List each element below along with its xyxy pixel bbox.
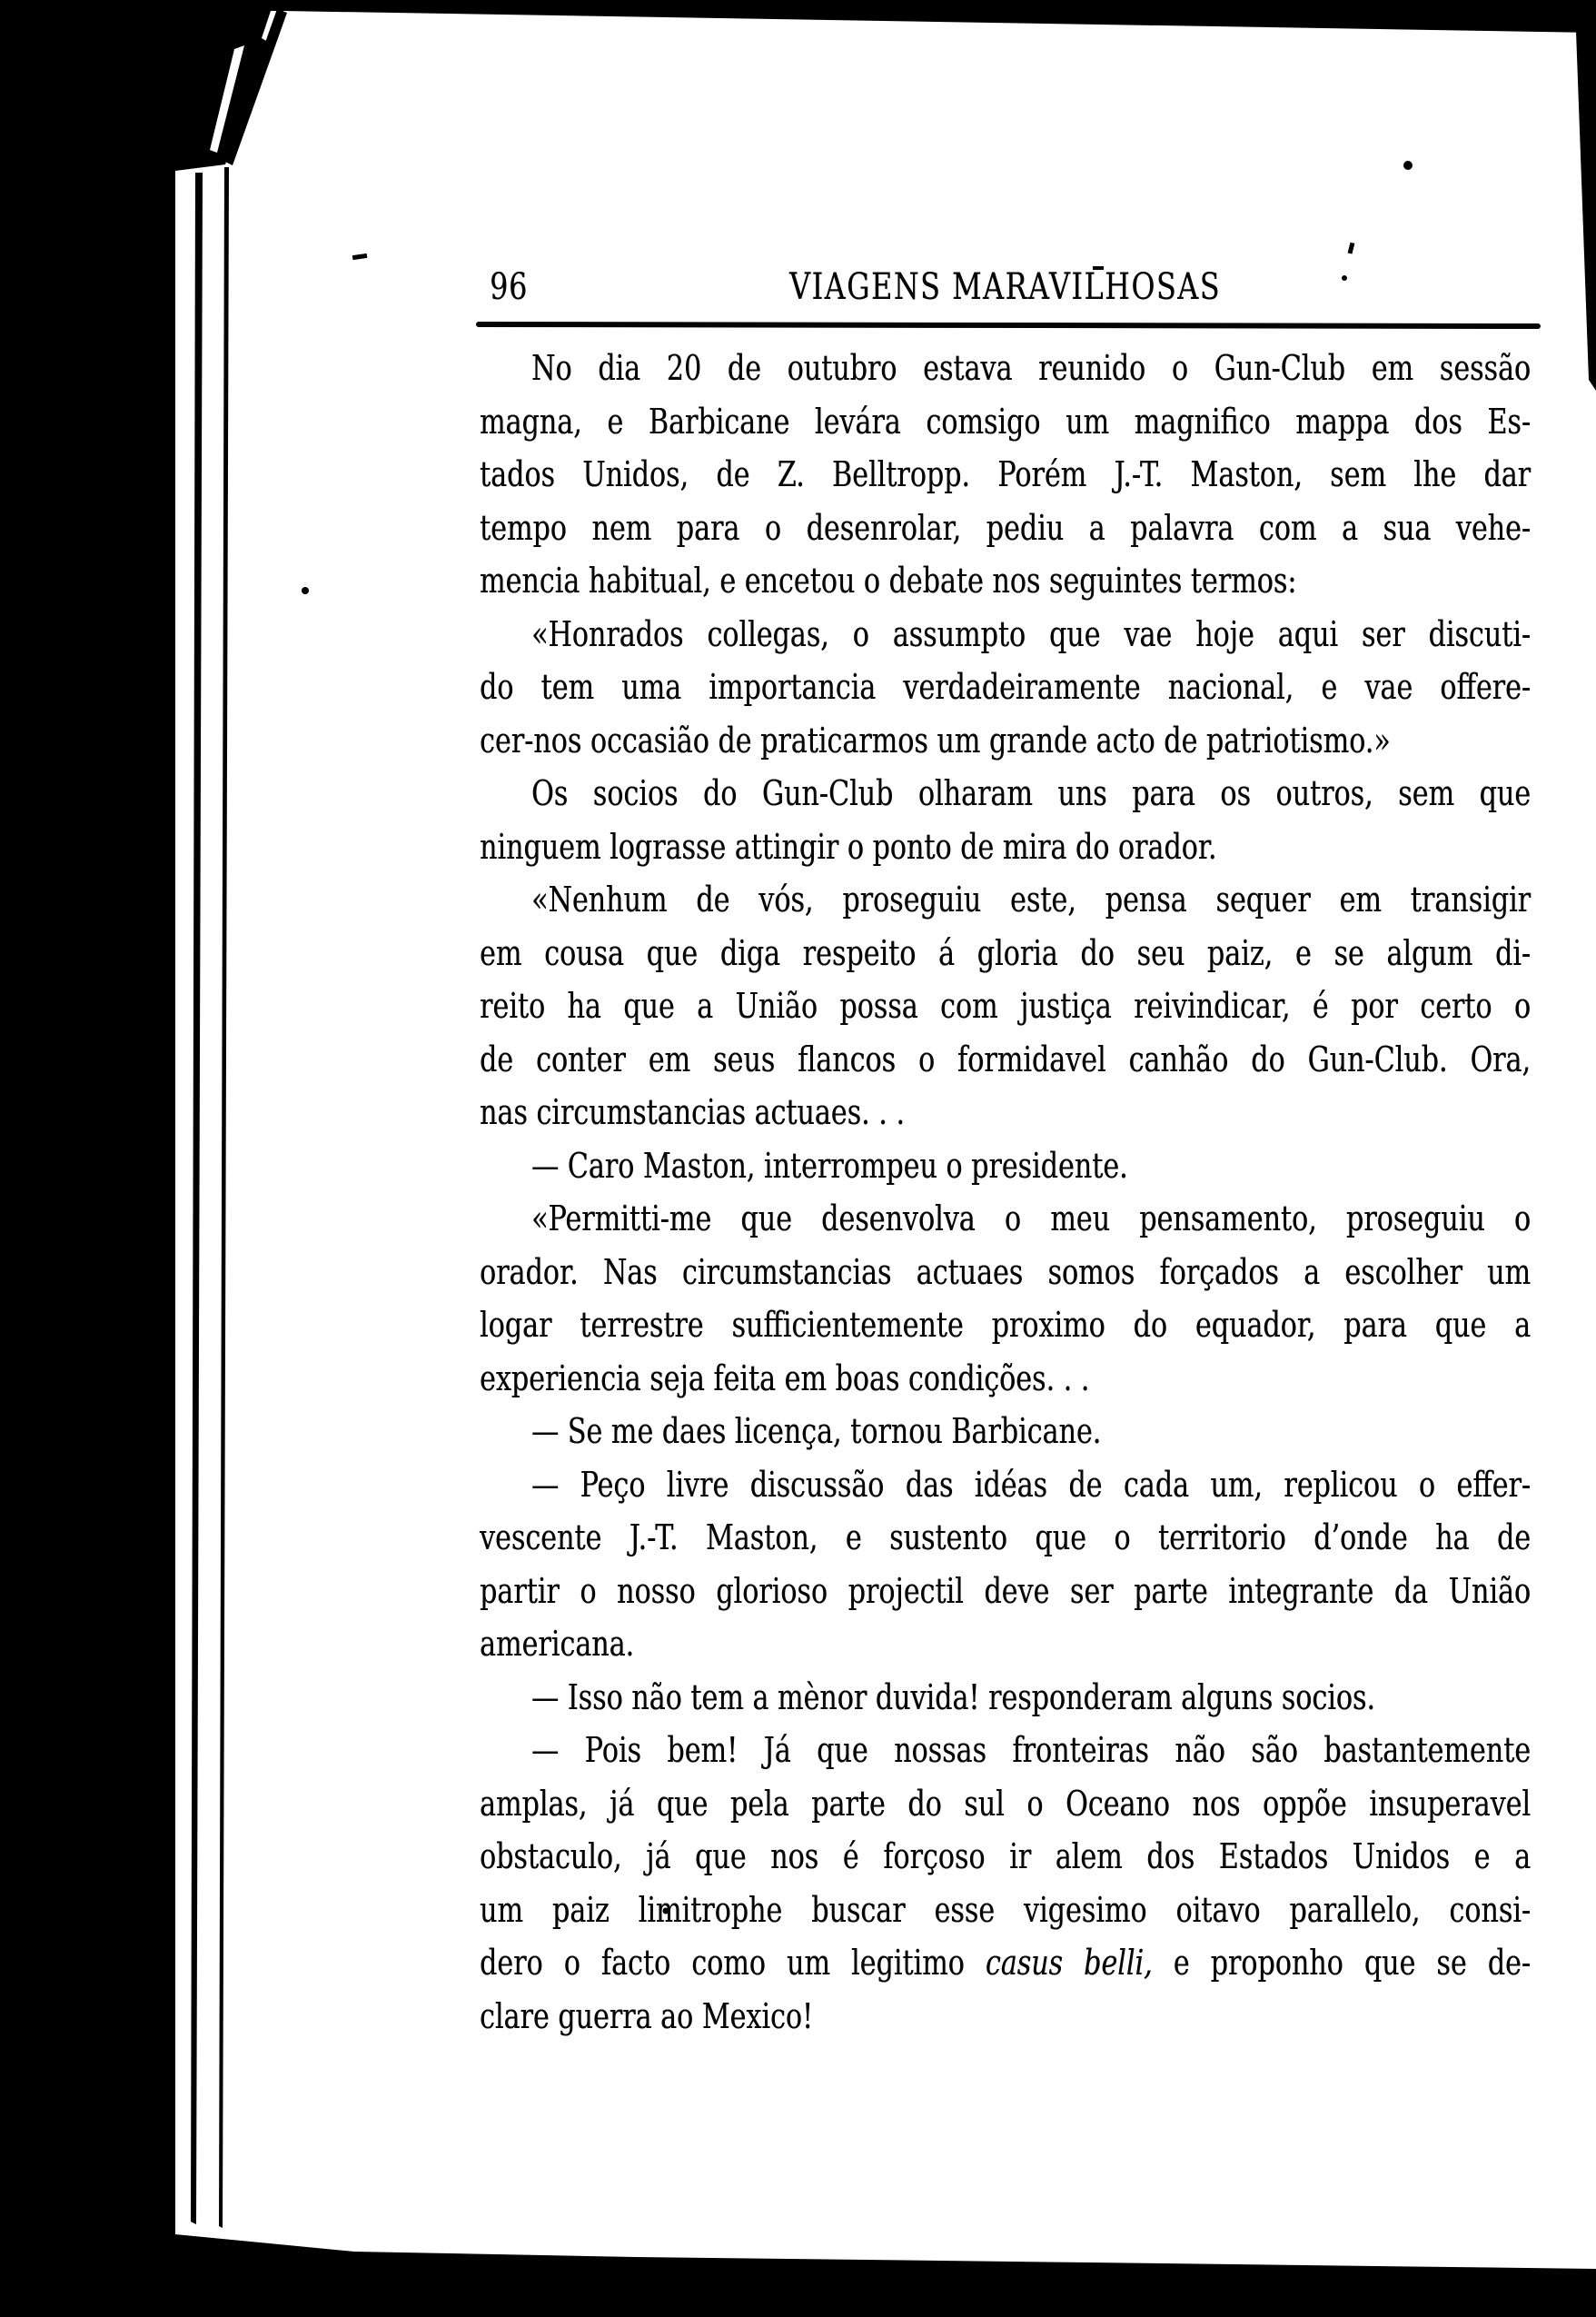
text-line: do tem uma importancia verdadeiramente nacional, e vae offere- <box>480 667 1532 707</box>
text-line: magna, e Barbicane levára comsigo um magnifico mappa dos Es- <box>480 401 1532 442</box>
text-line: tados Unidos, de Z. Belltropp. Porém J.-T. Maston, sem lhe dar <box>480 454 1532 494</box>
text-line: reito ha que a União possa com justiça reivindicar, é por certo o <box>480 986 1532 1026</box>
text-line: No dia 20 de outubro estava reunido o Gun-Club em sessão <box>531 348 1532 388</box>
text-line: mencia habitual, e encetou o debate nos seguintes termos: <box>480 561 1297 601</box>
text-line: — Se me daes licença, tornou Barbicane. <box>531 1411 1102 1451</box>
text-line: Os socios do Gun-Club olharam uns para os outros, sem que <box>531 773 1532 813</box>
text-line: — Caro Maston, interrompeu o presidente. <box>531 1145 1128 1186</box>
text-line: nas circumstancias actuaes. . . <box>480 1092 905 1132</box>
text-line: cer-nos occasião de praticarmos um grande acto de patriotismo.» <box>480 720 1391 761</box>
text-line: em cousa que diga respeito á gloria do seu paiz, e se algum di- <box>480 932 1532 973</box>
text-line: americana. <box>480 1624 635 1664</box>
text-line: um paiz limitrophe buscar esse vigesimo oitavo parallelo, consi- <box>480 1889 1532 1930</box>
text-line: logar terrestre sufficientemente proximo do equador, para que a <box>480 1305 1532 1345</box>
text-block <box>480 342 1531 2043</box>
text-line: — Isso não tem a mènor duvida! responderam alguns socios. <box>531 1676 1375 1717</box>
text-line: — Pois bem! Já que nossas fronteiras não são bastantemente <box>531 1730 1532 1770</box>
text-line: ninguem lograsse attingir o ponto de mira do orador. <box>480 826 1217 867</box>
text-line: clare guerra ao Mexico! <box>480 1995 814 2036</box>
text-line: partir o nosso glorioso projectil deve ser parte integrante da União <box>480 1570 1532 1611</box>
text-line: amplas, já que pela parte do sul o Oceano nos oppõe insuperavel <box>480 1783 1532 1824</box>
text-line: tempo nem para o desenrolar, pediu a palavra com a sua vehe- <box>480 507 1532 548</box>
text-line: «Honrados collegas, o assumpto que vae hoje aqui ser discuti- <box>531 613 1532 654</box>
text-line: de conter em seus flancos o formidavel canhão do Gun-Club. Ora, <box>480 1039 1532 1079</box>
text-line: «Nenhum de vós, proseguiu este, pensa sequer em transigir <box>531 880 1532 920</box>
text-line: orador. Nas circumstancias actuaes somos forçados a escolher um <box>480 1251 1532 1292</box>
text-line: obstaculo, já que nos é forçoso ir alem dos Estados Unidos e a <box>480 1836 1532 1876</box>
text-line: dero o facto como um legitimo casus belli, e proponho que se de- <box>480 1943 1532 1983</box>
running-title: VIAGENS MARAVILHOSAS <box>789 266 1222 308</box>
text-line: — Peço livre discussão das idéas de cada um, replicou o effer- <box>531 1464 1532 1505</box>
text-line: «Permitti-me que desenvolva o meu pensamento, proseguiu o <box>531 1198 1532 1238</box>
text-line: vescente J.-T. Maston, e sustento que o territorio d’onde ha de <box>480 1517 1532 1557</box>
page-header <box>480 264 1531 310</box>
page-number: 96 <box>490 266 529 308</box>
header-rule <box>476 322 1541 329</box>
text-line: experiencia seja feita em boas condições. . . <box>480 1357 1090 1398</box>
